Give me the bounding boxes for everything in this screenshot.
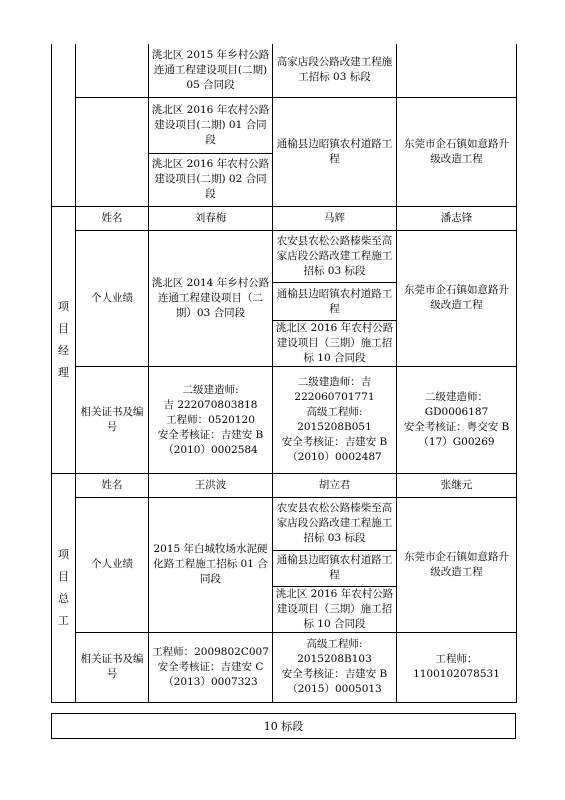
cert-line: 二级建造师: bbox=[182, 383, 239, 396]
pm-ma-performance-2: 通榆县边昭镇农村道路工程 bbox=[273, 283, 396, 321]
cert-line: 二级建造师：吉 bbox=[297, 376, 372, 388]
te-wang-performance: 2015 年白城牧场水泥硬化路工程施工招标 01 合同段 bbox=[149, 498, 273, 633]
cert-line: 高级工程师: bbox=[306, 638, 363, 650]
cert-line: 工程师：0520120 bbox=[166, 413, 255, 426]
section-label-te bbox=[52, 474, 76, 703]
pm-name-ma: 马辉 bbox=[273, 206, 397, 230]
cert-line: 安全考核证：粤交安 B bbox=[403, 421, 510, 433]
te-hu-performance-2: 通榆县边昭镇农村道路工程 bbox=[273, 550, 396, 586]
cert-line: （17）G00269 bbox=[418, 436, 495, 448]
bid-section-label: 10 标段 bbox=[52, 714, 516, 739]
section-footer bbox=[51, 713, 516, 739]
cert-line: 2015208B051 bbox=[297, 421, 372, 433]
cert-line: 工程师：2009802C007 bbox=[152, 645, 269, 658]
personnel-table bbox=[51, 44, 517, 703]
name-label: 姓名 bbox=[76, 474, 149, 498]
pm-ma-performance-3: 洮北区 2016 年农村公路建设项目（三期）施工招标 10 合同段 bbox=[273, 321, 396, 367]
cert-line: GD0006187 bbox=[424, 406, 489, 418]
te-hu-performance-1: 农安县农松公路榛柴至高家店段公路改建工程施工招标 03 标段 bbox=[273, 498, 396, 550]
cert-line: （2010）0002584 bbox=[163, 443, 258, 456]
te-hu-certificates bbox=[273, 632, 397, 702]
prev-project-1: 洮北区 2015 年乡村公路连通工程建设项目(二期)05 合同段 bbox=[149, 44, 273, 97]
prev-ma-project-1: 高家店段公路改建工程施工招标 03 标段 bbox=[273, 44, 397, 97]
cert-line: 安全考核证：吉建安 C bbox=[157, 660, 264, 673]
section-label-text: 项目经理 bbox=[58, 299, 69, 379]
cert-line: （2010）0002487 bbox=[287, 451, 382, 463]
pm-name-liu: 刘春梅 bbox=[149, 206, 273, 230]
cert-line: 吉 222070803818 bbox=[163, 398, 258, 411]
te-zhang-performance: 东莞市企石镇如意路升级改造工程 bbox=[397, 498, 517, 633]
name-label: 姓名 bbox=[76, 206, 149, 230]
pm-ma-certificates bbox=[273, 367, 397, 474]
cert-line: 安全考核证：吉建安 B bbox=[281, 668, 388, 680]
te-wang-certificates bbox=[149, 632, 273, 702]
cert-line: 工程师： bbox=[435, 653, 478, 665]
cert-line: 安全考核证：吉建安 B bbox=[157, 428, 264, 441]
pm-liu-certificates bbox=[149, 367, 273, 474]
cert-line: （2015）0005013 bbox=[287, 683, 382, 695]
section-label-text: 项目总工 bbox=[58, 547, 69, 627]
pm-ma-performance-1: 农安县农松公路榛柴至高家店段公路改建工程施工招标 03 标段 bbox=[273, 231, 396, 283]
prev-project-3: 洮北区 2016 年农村公路建设项目(二期) 02 合同段 bbox=[149, 153, 273, 206]
section-label-pm bbox=[52, 206, 76, 474]
te-zhang-certificates bbox=[397, 632, 517, 702]
cert-line: 二级建造师： bbox=[425, 391, 488, 403]
prev-project-2: 洮北区 2016 年农村公路建设项目(二期) 01 合同段 bbox=[149, 97, 273, 153]
cert-label: 相关证书及编号 bbox=[76, 367, 149, 474]
te-hu-performance-3: 洮北区 2016 年农村公路建设项目（三期）施工招标 10 合同段 bbox=[273, 586, 396, 632]
pm-pan-performance: 东莞市企石镇如意路升级改造工程 bbox=[397, 230, 517, 367]
cert-line: （2013）0007323 bbox=[163, 675, 258, 688]
prev-ma-project-shared: 通榆县边昭镇农村道路工程 bbox=[273, 97, 397, 206]
te-name-wang: 王洪波 bbox=[149, 474, 273, 498]
pm-liu-performance: 洮北区 2014 年乡村公路连通工程建设项目（二期）03 合同段 bbox=[149, 230, 273, 367]
cert-line: 2015208B103 bbox=[297, 653, 372, 665]
perf-label: 个人业绩 bbox=[76, 230, 149, 367]
te-name-hu: 胡立君 bbox=[273, 474, 397, 498]
cert-line: 1100102078531 bbox=[413, 668, 500, 680]
cert-line: 安全考核证：吉建安 B bbox=[281, 436, 388, 448]
cert-label: 相关证书及编号 bbox=[76, 632, 149, 702]
perf-label: 个人业绩 bbox=[76, 498, 149, 633]
prev-pan-project-shared: 东莞市企石镇如意路升级改造工程 bbox=[397, 97, 517, 206]
cert-line: 222060701771 bbox=[294, 391, 375, 403]
te-name-zhang: 张继元 bbox=[397, 474, 517, 498]
pm-pan-certificates bbox=[397, 367, 517, 474]
pm-name-pan: 潘志锋 bbox=[397, 206, 517, 230]
cert-line: 高级工程师: bbox=[306, 406, 363, 418]
